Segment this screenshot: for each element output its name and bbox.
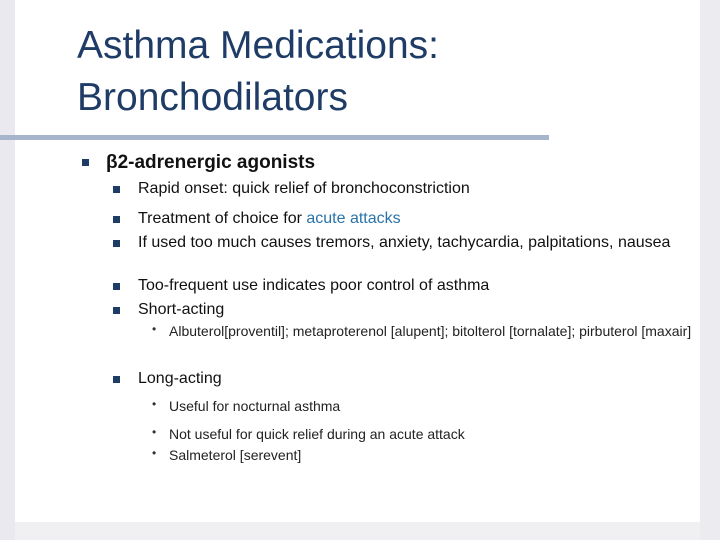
title-line-1: Asthma Medications: [77,24,439,67]
sub-list-item: Salmeterol [serevent] [169,447,302,463]
right-decor-panel [700,0,720,540]
highlighted-text: acute attacks [306,210,401,227]
list-item: If used too much causes tremors, anxiety, tachycardia, palpitations, nausea [138,234,671,251]
list-item: Short-acting [138,301,225,318]
list-item: Long-acting [138,370,222,387]
bullet-dot-icon: • [152,322,157,336]
bullet-dot-icon: • [152,425,157,439]
bullet-dot-icon: • [152,446,157,460]
left-decor-bar [0,0,15,540]
bullet-square-icon [82,159,89,166]
list-item: Too-frequent use indicates poor control of asthma [138,277,490,294]
list-item [138,209,401,229]
bullet-square-icon [113,376,120,383]
bottom-decor-band [15,522,700,540]
bullet-square-icon [113,240,120,247]
bullet-square-icon [113,307,120,314]
bullet-square-icon [113,283,120,290]
sub-list-item: Albuterol[proventil]; metaproterenol [alupent]; bitolterol [tornalate]; pirbuterol [maxair] [169,323,692,339]
sub-list-item: Useful for nocturnal asthma [169,398,341,414]
sub-list-item: Not useful for quick relief during an acute attack [169,426,465,442]
title-divider [0,135,549,140]
section-heading: β2-adrenergic agonists [106,152,316,173]
title-line-2: Bronchodilators [77,76,348,119]
list-item-text: Treatment of choice for [138,210,307,227]
bullet-square-icon [113,216,120,223]
list-item: Rapid onset: quick relief of bronchoconstriction [138,180,470,197]
bullet-dot-icon: • [152,397,157,411]
slide-title [77,20,687,124]
bullet-square-icon [113,186,120,193]
